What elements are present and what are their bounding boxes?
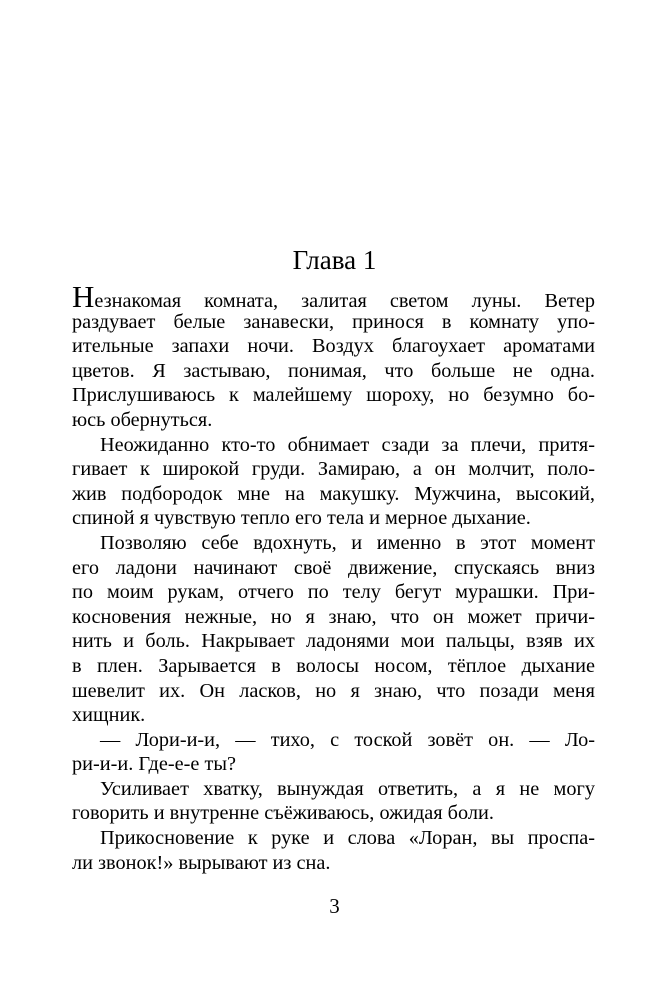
paragraph-2 xyxy=(72,433,595,531)
chapter-title: Глава 1 xyxy=(292,245,377,275)
drop-cap: Н xyxy=(72,279,95,314)
text-line: жив подбородок мне на макушку. Мужчина, высокий, xyxy=(72,482,595,505)
text-line: по моим рукам, отчего по телу бегут мурашки. При- xyxy=(72,581,595,604)
chapter-body xyxy=(72,279,595,875)
text-line: Прислушиваюсь к малейшему шороху, но безумно бо- xyxy=(72,384,595,407)
page-number: 3 xyxy=(329,894,340,918)
text-line: спиной я чувствую тепло его тела и мерное дыхание. xyxy=(72,507,531,530)
paragraph-3 xyxy=(72,531,595,728)
text-line: — Лори-и-и, — тихо, с тоской зовёт он. — Ло- xyxy=(100,728,595,751)
text-line: хищник. xyxy=(72,704,146,727)
text-line: говорить и внутренне съёживаюсь, ожидая боли. xyxy=(72,802,494,825)
text-line: раздувает белые занавески, принося в комнату упо- xyxy=(72,310,595,333)
paragraph-4 xyxy=(72,728,595,777)
text-line: шевелит их. Он ласков, но я знаю, что позади меня xyxy=(72,679,595,702)
text-line: ительные запахи ночи. Воздух благоухает ароматами xyxy=(72,335,595,358)
text-line: юсь обернуться. xyxy=(72,408,213,431)
paragraph-5 xyxy=(72,777,595,826)
text-line: нить и боль. Накрывает ладонями мои пальцы, взяв их xyxy=(72,630,595,653)
text-line: ри-и-и. Где-е-е ты? xyxy=(72,753,236,776)
text-line: Прикосновение к руке и слова «Лоран, вы проспа- xyxy=(100,827,595,850)
text-line: Усиливает хватку, вынуждая ответить, а я не могу xyxy=(100,777,595,800)
paragraph-1 xyxy=(72,279,595,433)
text-line xyxy=(72,279,595,314)
text-line: Позволяю себе вдохнуть, и именно в этот момент xyxy=(100,531,595,554)
text-line: цветов. Я застываю, понимая, что больше не одна. xyxy=(72,359,595,382)
text-line: в плен. Зарывается в волосы носом, тёплое дыхание xyxy=(72,654,595,677)
text-line: гивает к широкой груди. Замираю, а он молчит, поло- xyxy=(72,458,595,481)
text-line: Неожиданно кто-то обнимает сзади за плечи, притя- xyxy=(100,433,595,456)
text-line: косновения нежные, но я знаю, что он может причи- xyxy=(72,605,595,628)
text-line: ли звонок!» вырывают из сна. xyxy=(72,851,331,874)
text-line: его ладони начинают своё движение, спускаясь вниз xyxy=(72,556,595,579)
paragraph-6 xyxy=(72,826,595,875)
text-line-content: езнакомая комната, залитая светом луны. Ветер xyxy=(94,290,595,312)
